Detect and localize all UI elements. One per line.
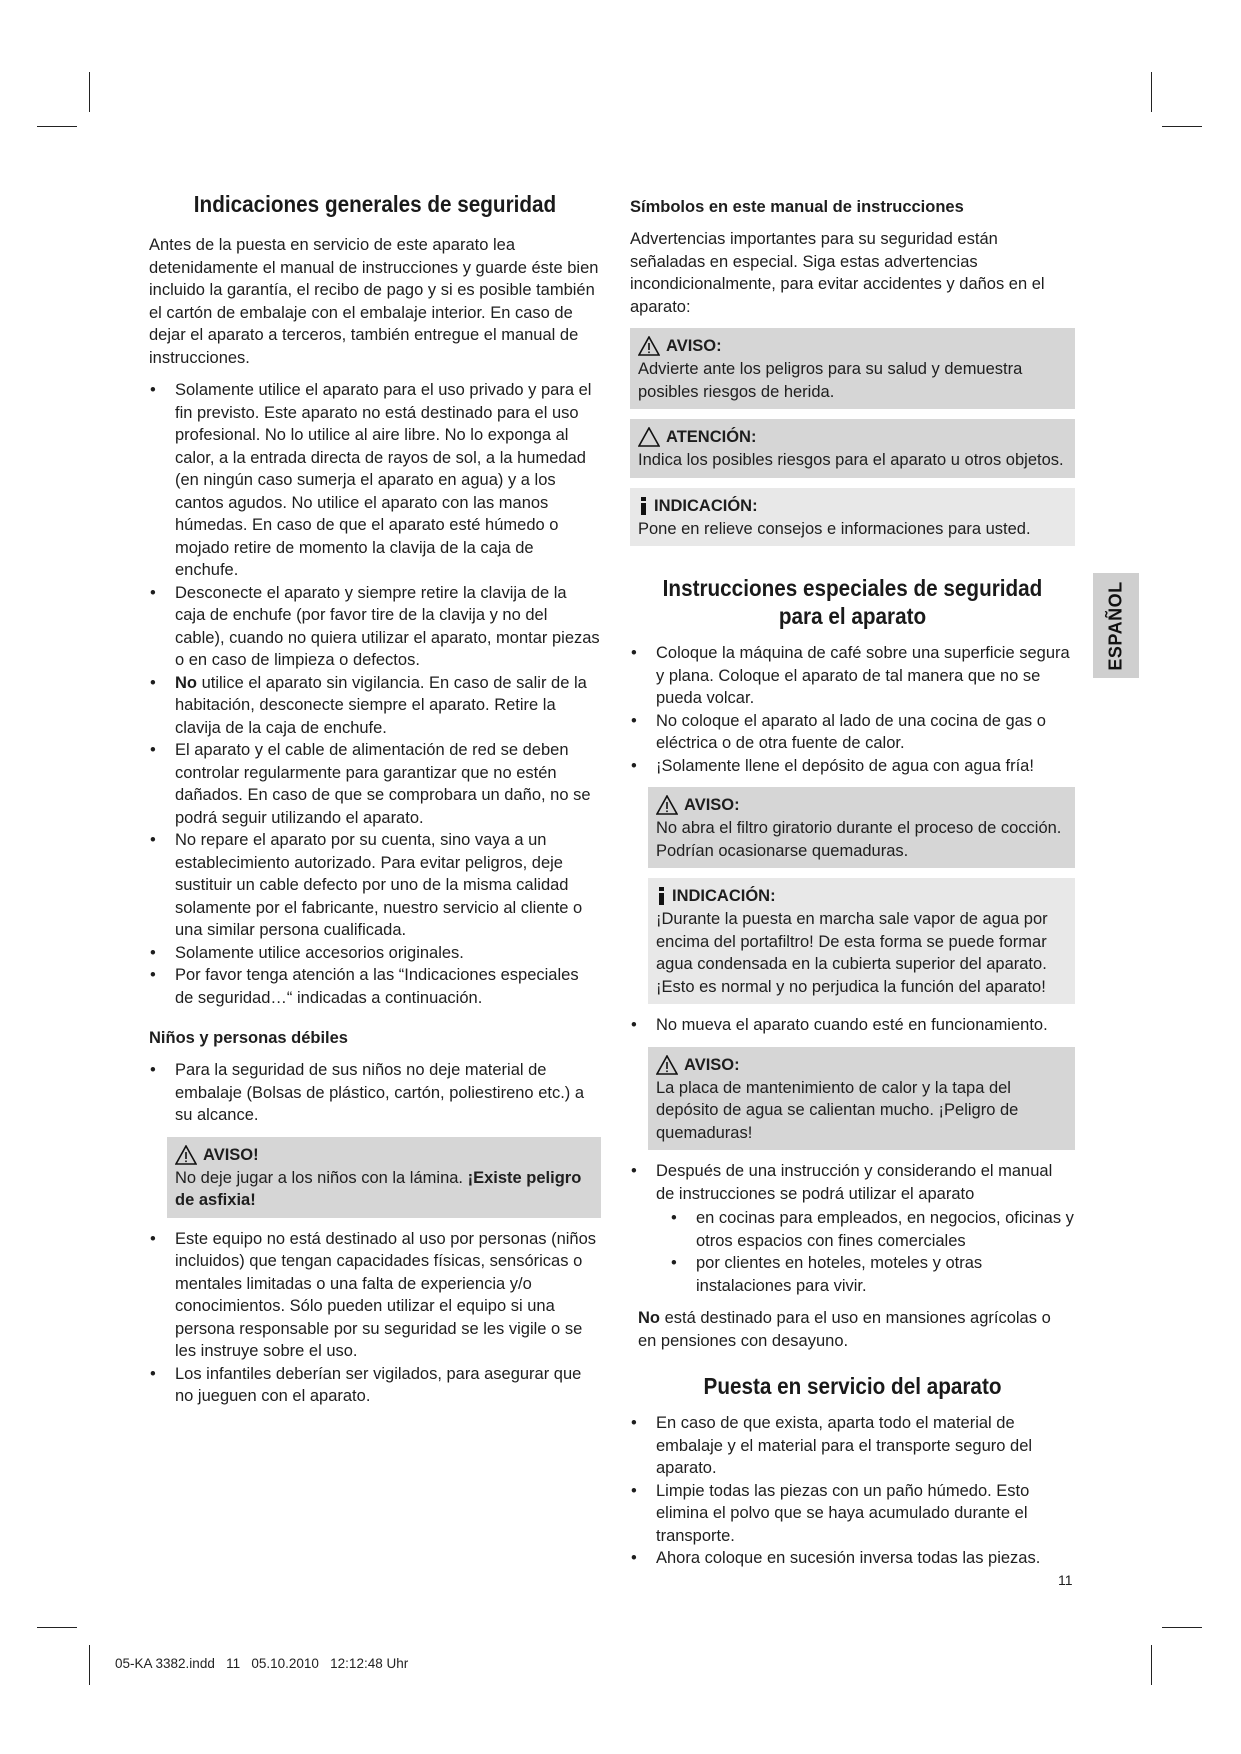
info-box-title xyxy=(638,494,1067,518)
warning-label: AVISO! xyxy=(203,1145,259,1164)
list-item xyxy=(630,1160,1075,1297)
list-item: • Los infantiles deberían ser vigilados, para asegurar que no jueguen con el aparato. xyxy=(149,1363,601,1408)
crop-mark xyxy=(89,1645,90,1685)
warning-text: Advierte ante los peligros para su salud y demuestra posibles riesgos de herida. xyxy=(638,360,1023,401)
symbols-heading: Símbolos en este manual de instrucciones xyxy=(630,198,964,216)
warning-triangle-icon xyxy=(656,1055,678,1075)
warning-triangle-icon xyxy=(175,1145,197,1165)
kids-bullet-list-2 xyxy=(149,1228,601,1408)
list-item: • en cocinas para empleados, en negocios, oficinas y otros espacios con fines comerciales xyxy=(670,1207,1075,1252)
warning-text-plain: No deje jugar a los niños con la lámina. xyxy=(175,1168,468,1187)
list-item: • Por favor tenga atención a las “Indicaciones especiales de seguridad…“ indicadas a continuación. xyxy=(149,964,601,1009)
crop-mark xyxy=(1151,72,1152,112)
usage-bullet-list xyxy=(630,1160,1075,1297)
warning-box-title xyxy=(175,1143,593,1167)
page-number: 11 xyxy=(1058,1572,1073,1588)
general-safety-title: Indicaciones generales de seguridad xyxy=(193,191,557,217)
list-item: • El aparato y el cable de alimentación de red se deben controlar regularmente para garantizar que no estén dañados. En caso de que se comprobara un daño, no se podrá seguir utilizando el aparato. xyxy=(149,739,601,829)
left-column xyxy=(149,190,601,1418)
warning-triangle-icon xyxy=(638,336,660,356)
caution-box-title xyxy=(638,425,1067,449)
list-item: • Ahora coloque en sucesión inversa todas las piezas. xyxy=(630,1547,1075,1570)
list-item: • No repare el aparato por su cuenta, sino vaya a un establecimiento autorizado. Para evitar peligros, deje sustituir un cable defecto por uno de la misma calidad solamente por el fabricante, nuestro servicio al cliente o una similar persona cualificada. xyxy=(149,829,601,942)
setup-title: Puesta en servicio del aparato xyxy=(703,1373,1002,1399)
warning-box xyxy=(167,1137,601,1218)
crop-mark xyxy=(89,72,90,112)
right-column xyxy=(630,196,1075,1580)
warning-box-title xyxy=(656,1053,1067,1077)
list-item: • Limpie todas las piezas con un paño húmedo. Esto elimina el polvo que se haya acumulado durante el transporte. xyxy=(630,1480,1075,1548)
list-item-text: Después de una instrucción y considerando el manual de instrucciones se podrá utilizar el aparato xyxy=(656,1162,1053,1203)
caution-triangle-icon xyxy=(638,427,660,447)
special-safety-title-line1: Instrucciones especiales de seguridad xyxy=(662,575,1043,601)
kids-bullet-list xyxy=(149,1059,601,1127)
list-item: • No mueva el aparato cuando esté en funcionamiento. xyxy=(630,1014,1075,1037)
info-label: INDICACIÓN: xyxy=(672,887,776,905)
list-item xyxy=(149,672,601,740)
list-item: • Coloque la máquina de café sobre una superficie segura y plana. Coloque el aparato de tal manera que no se pueda volcar. xyxy=(630,642,1075,710)
warning-box-title xyxy=(638,334,1067,358)
info-box xyxy=(630,488,1075,547)
kids-heading: Niños y personas débiles xyxy=(149,1029,348,1047)
not-for-paragraph xyxy=(630,1307,1075,1352)
special-safety-title xyxy=(652,574,1053,630)
move-bullet-list xyxy=(630,1014,1075,1037)
special-safety-title-line2: para el aparato xyxy=(778,603,927,629)
info-text: ¡Durante la puesta en marcha sale vapor de agua por encima del portafiltro! De esta forma se puede formar agua condensada en la cubierta superior del aparato. ¡Esto es normal y no perjudica la función del aparato! xyxy=(656,910,1048,996)
warning-triangle-icon xyxy=(656,795,678,815)
special-bullet-list xyxy=(630,642,1075,777)
list-item: • No coloque el aparato al lado de una cocina de gas o eléctrica o de otra fuente de calor. xyxy=(630,710,1075,755)
warning-label: AVISO: xyxy=(684,1055,740,1074)
list-item: • Solamente utilice accesorios originales. xyxy=(149,942,601,965)
crop-mark xyxy=(1151,1645,1152,1685)
caution-box xyxy=(630,419,1075,478)
language-tab-label: ESPAÑOL xyxy=(1105,580,1126,671)
list-item: • Este equipo no está destinado al uso por personas (niños incluidos) que tengan capacidades físicas, sensóricas o mentales limitadas o una falta de experiencia y/o conocimientos. Sólo pueden utilizar el equipo si una persona responsable por su seguridad se les vigile o se les instruye sobre el uso. xyxy=(149,1228,601,1363)
warning-box xyxy=(648,787,1075,868)
list-item: • En caso de que exista, aparta todo el material de embalaje y el material para el transporte seguro del aparato. xyxy=(630,1412,1075,1480)
warning-label: AVISO: xyxy=(684,796,740,814)
usage-sub-list xyxy=(670,1207,1075,1297)
list-item: • por clientes en hoteles, moteles y otras instalaciones para vivir. xyxy=(670,1252,1075,1297)
bold-text: No xyxy=(175,673,197,692)
list-item: • Solamente utilice el aparato para el uso privado y para el fin previsto. Este aparato no está destinado para el uso profesional. No lo utilice al aire libre. No lo exponga al calor, a la entrada directa de rayos de sol, a la humedad (en ningún caso sumerja el aparato en agua) y a los cantos agudos. No utilice el aparato con las manos húmedas. En caso de que el aparato esté húmedo o mojado retire de momento la clavija de la caja de enchufe. xyxy=(149,379,601,582)
info-icon xyxy=(656,887,666,905)
info-text: Pone en relieve consejos e informaciones para usted. xyxy=(638,519,1031,538)
language-tab xyxy=(1093,573,1139,678)
warning-box xyxy=(648,1047,1075,1151)
list-item: • ¡Solamente llene el depósito de agua con agua fría! xyxy=(630,755,1075,778)
list-item-text: utilice el aparato sin vigilancia. En caso de salir de la habitación, desconecte siempre el aparato. Retire la clavija de la caja de enchufe. xyxy=(175,673,587,737)
bold-text: No xyxy=(638,1309,660,1327)
setup-bullet-list xyxy=(630,1412,1075,1570)
info-label: INDICACIÓN: xyxy=(654,496,758,515)
caution-text: Indica los posibles riesgos para el aparato u otros objetos. xyxy=(638,451,1064,469)
crop-mark xyxy=(37,1627,77,1628)
warning-text xyxy=(175,1167,593,1212)
warning-label: AVISO: xyxy=(666,337,722,355)
caution-label: ATENCIÓN: xyxy=(666,428,757,446)
safety-bullet-list xyxy=(149,379,601,1009)
warning-box-title xyxy=(656,793,1067,817)
crop-mark xyxy=(1162,1627,1202,1628)
print-footer: 05-KA 3382.indd 11 05.10.2010 12:12:48 Uhr xyxy=(115,1656,409,1671)
info-icon xyxy=(638,497,648,515)
warning-text-bold: ¡Existe peligro de asfixia! xyxy=(175,1168,582,1209)
info-box-title xyxy=(656,884,1067,908)
crop-mark xyxy=(37,126,77,127)
list-item: • Para la seguridad de sus niños no deje material de embalaje (Bolsas de plástico, cartón, poliestireno etc.) a su alcance. xyxy=(149,1059,601,1127)
symbols-intro: Advertencias importantes para su seguridad están señaladas en especial. Siga estas advertencias incondicionalmente, para evitar accidentes y daños en el aparato: xyxy=(630,230,1045,316)
intro-paragraph: Antes de la puesta en servicio de este aparato lea detenidamente el manual de instrucciones y guarde éste bien incluido la garantía, el recibo de pago y si es posible también el cartón de embalaje con el embalaje interior. En caso de dejar el aparato a terceros, también entregue el manual de instrucciones. xyxy=(149,236,599,367)
warning-box xyxy=(630,328,1075,409)
crop-mark xyxy=(1162,126,1202,127)
warning-text: La placa de mantenimiento de calor y la tapa del depósito de agua se calientan mucho. ¡Peligro de quemaduras! xyxy=(656,1078,1019,1142)
warning-text: No abra el filtro giratorio durante el proceso de cocción. Podrían ocasionarse quemaduras. xyxy=(656,819,1062,860)
list-item: • Desconecte el aparato y siempre retire la clavija de la caja de enchufe (por favor tire de la clavija y no del cable), cuando no quiera utilizar el aparato, montar piezas o en caso de limpieza o defectos. xyxy=(149,582,601,672)
info-box xyxy=(648,878,1075,1004)
not-for-text: está destinado para el uso en mansiones agrícolas o en pensiones con desayuno. xyxy=(638,1309,1051,1350)
